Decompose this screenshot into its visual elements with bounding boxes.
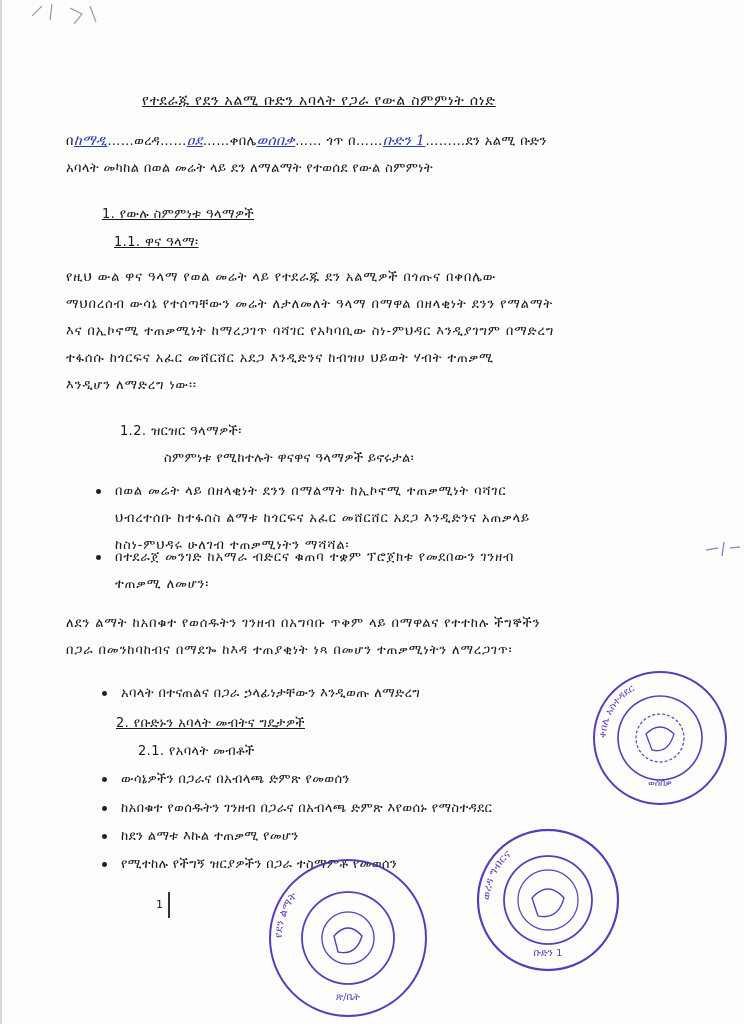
official-stamp-2 (474, 824, 622, 974)
intro-line-1: በከማዲ……ወረዳ……ዐደ……ቀበሌወሰበቃ…… ጎጥ በ……ቡድን 1………ደን አልሚ ቡድን (66, 133, 547, 149)
svg-text:ቀበሌ አስተዳደር: ቀበሌ አስተዳደር (597, 683, 637, 739)
handwritten-kebele: ከማዲ (73, 133, 108, 149)
rights-item: የሚተከሉ የችግኝ ዝርያዎችን በጋራ ተስማምቶ የመወሰን (102, 857, 397, 872)
svg-text:የደን ልማት: የደን ልማት (271, 889, 300, 939)
svg-text:ቡድን 1: ቡድን 1 (533, 948, 563, 959)
handwritten-gote: ቡድን 1 (382, 133, 426, 149)
bullet-dot (102, 777, 107, 782)
paragraph-line: እንዲሆን ለማድረግ ነው፡፡ (66, 378, 197, 393)
bullet-dot (96, 489, 101, 494)
rights-item: ከደን ልማቱ እኩል ተጠቃሚ የመሆን (102, 829, 299, 844)
section-1-2-heading: 1.2. ዝርዝር ዓላማዎች፡ (120, 424, 242, 439)
bullet-dot (96, 555, 101, 560)
paragraph-line: እና በኢኮኖሚ ተጠቃሚነት ከማረጋገጥ ባሻገር የአካባቢው ስነ-ምህዳር እንዲያገግም በማድረግ (66, 324, 555, 339)
section-1-1-heading: 1.1. ዋና ዓላማ፡ (114, 235, 199, 250)
mid-bullet: አባላት በተናጠልና በጋራ ኃላፊነታቸውን እንዲወጡ ለማድረግ (102, 686, 420, 701)
bullet-dot (102, 834, 107, 839)
svg-text:ወረዳ ግብርና: ወረዳ ግብርና (479, 847, 514, 901)
main-goal-paragraph (66, 264, 554, 399)
mid-paragraph: ለደን ልማት ከአበቁተ የወሰዱትን ገንዘብ በአግባቡ ጥቅም ላይ በማዋልና የተተከሉ ችግኞችን በጋራ በመንከባከብና በማደጐ ከእዳ ተጠያቂነት ነጻ በመሆን ተጠቃሚነትን ለማረጋገጥ፡ (66, 616, 541, 658)
intro-line-2: አባላት መካከል በወል መሬት ላይ ደን ለማልማት የተወሰደ የውል ስምምነት (66, 161, 434, 176)
handwritten-woreda: ዐደ (186, 133, 203, 149)
official-stamp-1 (590, 668, 730, 808)
official-stamp-3 (264, 852, 432, 1020)
document-title: የተደራጁ የደን አልሚ ቡድን አባላት የጋራ የውል ስምምነት ሰነድ (142, 93, 496, 109)
section-2-heading: 2. የቡድኑን አባላት መብትና ግዴታዎች (116, 716, 305, 731)
section-1-2-intro: ስምምነቱ የሚከተሉት ዋናዋና ዓላማዎች ይኖሩታል፡ (164, 451, 415, 466)
paragraph-line: ተፋሰሱ ከጎርፍና አፈር መሸርሸር አደጋ እንዲድንና ከብዝሀ ህይወት ሃብት ተጠቃሚ (66, 351, 494, 366)
scan-mark (30, 2, 100, 38)
paragraph-line: የዚህ ውል ዋና ዓላማ የወል መሬት ላይ የተደራጁ ደን አልሚዎች በጎጡና በቀበሌው (66, 270, 497, 285)
bullet-dot (102, 806, 107, 811)
rights-item: ውሳኔዎችን በጋራና በአብላጫ ድምጽ የመወሰን (102, 772, 350, 787)
handwritten-kebele-name: ወሰበቃ (256, 133, 296, 149)
section-2-1-heading: 2.1. የአባላት መብቶች (138, 744, 255, 759)
page-number: 1 (156, 898, 164, 911)
margin-mark (702, 538, 742, 560)
bullet-dot (102, 862, 107, 867)
page-number-bar (168, 892, 170, 918)
section-1-heading: 1. የውሉ ስምምነቱ ዓላማዎች (102, 207, 255, 222)
svg-text:ወሰበቃ: ወሰበቃ (648, 779, 672, 789)
rights-item: ከአበቁተ የወሰዱትን ገንዘብ በጋራና በአብላጫ ድምጽ እየወሰኑ የማስተዳደር (102, 801, 492, 816)
detail-bullet-1: በወል መሬት ላይ በዘላቂነት ደንን በማልማት ከኢኮኖሚ ተጠቃሚነት ባሻገር ህብረተሰቡ ከተፋሰስ ልማቱ ከጎርፍና አፈር መሸርሸር አደጋ እንዲድንና አጠቃላይ ከስነ-ምህዳሩ ሁለገብ ተጠቃሚነትን ማሻሻል፡ (96, 478, 530, 559)
detail-bullet-2: በተደራጀ መንገድ ከአማራ ብድርና ቁጠባ ተቋም ፕሮጀክቱ የመደበውን ገንዘብ ተጠቃሚ ለመሆን፡ (96, 544, 514, 598)
bullet-dot (102, 691, 107, 696)
svg-text:ጽ/ቤት: ጽ/ቤት (335, 992, 361, 1003)
paragraph-line: ማህበረሰብ ውሳኔ የተሰጣቸውን መሬት ለታለመለት ዓላማ በማዋል በዘላቂነት ደንን የማልማት (66, 297, 554, 312)
